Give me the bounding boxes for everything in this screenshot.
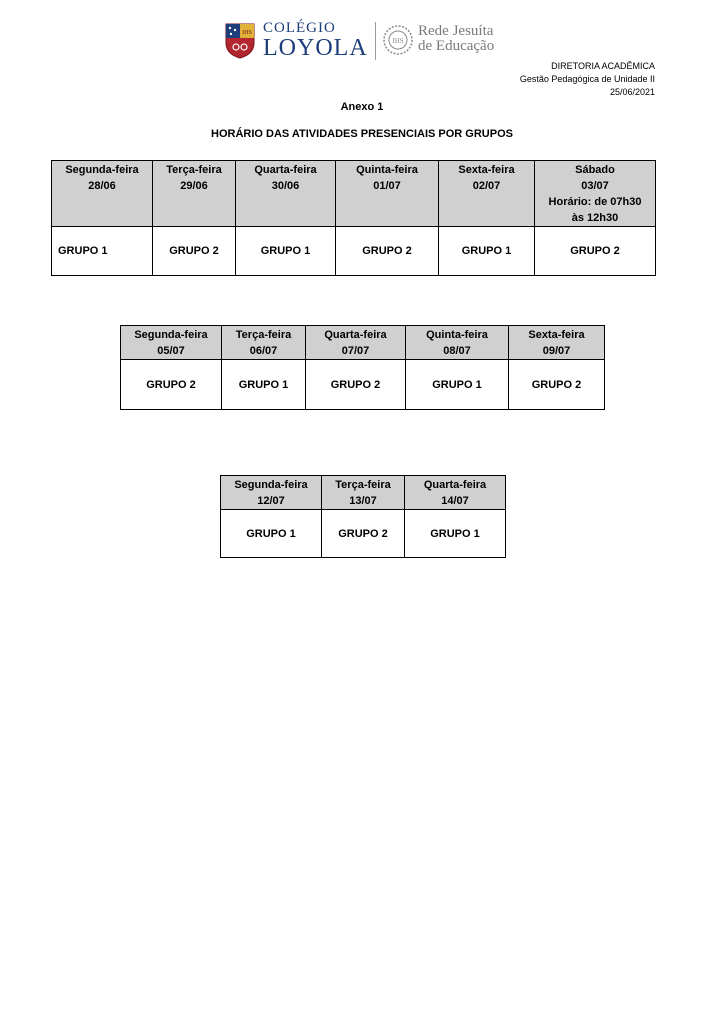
day-date: 14/07 [441,495,469,507]
table-row [121,360,605,410]
day-header [509,326,605,360]
day-date: 07/07 [341,345,370,357]
meta-date: 25/06/2021 [609,87,655,97]
meta-department: DIRETORIA ACADÊMICA [551,61,655,71]
schedule-table-week-1 [51,160,656,276]
table-row [221,510,506,558]
day-name: Quinta-feira [426,329,488,341]
day-name: Quarta-feira [423,479,487,491]
day-date: 06/07 [249,345,278,357]
table-header-row [121,326,605,360]
table-header-row [221,476,506,510]
svg-text:IHS: IHS [242,30,252,36]
group-cell: GRUPO 1 [406,360,509,410]
network-name [418,24,494,54]
schedule-hours: Horário: de 07h30 [548,196,642,208]
day-date: 08/07 [443,345,471,357]
day-name: Terça-feira [166,164,222,176]
day-name: Segunda-feira [65,164,139,176]
day-name: Quinta-feira [356,164,418,176]
annex-label: Anexo 1 [340,101,384,113]
brand-main: LOYOLA [263,35,368,61]
day-header [336,161,439,227]
schedule-table-week-2 [120,325,605,410]
group-cell: GRUPO 2 [509,360,605,410]
day-header [405,476,506,510]
schedule-table-week-3 [220,475,506,558]
logo-divider [375,22,376,60]
group-cell: GRUPO 2 [121,360,222,410]
group-cell: GRUPO 2 [336,227,439,276]
group-cell: GRUPO 2 [535,227,656,276]
day-date: 03/07 [581,180,609,192]
day-date: 12/07 [257,495,285,507]
day-header [236,161,336,227]
day-header [322,476,405,510]
schedule-hours-end: às 12h30 [571,212,619,224]
group-cell: GRUPO 1 [236,227,336,276]
group-cell: GRUPO 2 [306,360,406,410]
group-cell: GRUPO 2 [153,227,236,276]
day-header [52,161,153,227]
day-date: 13/07 [349,495,377,507]
day-name: Terça-feira [235,329,292,341]
seal-icon [382,24,414,56]
table-header-row [52,161,656,227]
day-date: 30/06 [271,180,300,192]
day-name: Sexta-feira [528,329,585,341]
day-name: Segunda-feira [234,479,308,491]
day-name: Sábado [575,164,615,176]
day-date: 09/07 [542,345,571,357]
network-line2: de Educação [418,38,495,54]
day-header [121,326,222,360]
day-date: 02/07 [472,180,501,192]
day-header [406,326,509,360]
day-date: 28/06 [88,180,116,192]
day-name: Segunda-feira [134,329,208,341]
brand-name [263,20,368,60]
day-header [439,161,535,227]
school-logo [225,20,505,62]
day-header [221,476,322,510]
day-header [306,326,406,360]
shield-icon [225,23,255,59]
brand-top: COLÉGIO [263,20,336,36]
day-name: Terça-feira [335,479,391,491]
group-cell: GRUPO 1 [222,360,306,410]
group-cell: GRUPO 1 [52,227,153,276]
meta-unit: Gestão Pedagógica de Unidade II [519,74,655,84]
svg-text:IHS: IHS [392,37,404,45]
day-name: Quarta-feira [324,329,387,341]
day-header [535,161,656,227]
day-name: Sexta-feira [458,164,515,176]
network-line1: Rede Jesuíta [418,23,494,39]
group-cell: GRUPO 1 [221,510,322,558]
day-header [222,326,306,360]
day-date: 01/07 [373,180,401,192]
day-name: Quarta-feira [254,164,317,176]
group-cell: GRUPO 1 [439,227,535,276]
day-date: 29/06 [180,180,208,192]
group-cell: GRUPO 2 [322,510,405,558]
table-row [52,227,656,276]
day-date: 05/07 [157,345,185,357]
document-meta [520,60,655,99]
day-header [153,161,236,227]
group-cell: GRUPO 1 [405,510,506,558]
document-title: HORÁRIO DAS ATIVIDADES PRESENCIAIS POR GRUPOS [211,128,513,140]
